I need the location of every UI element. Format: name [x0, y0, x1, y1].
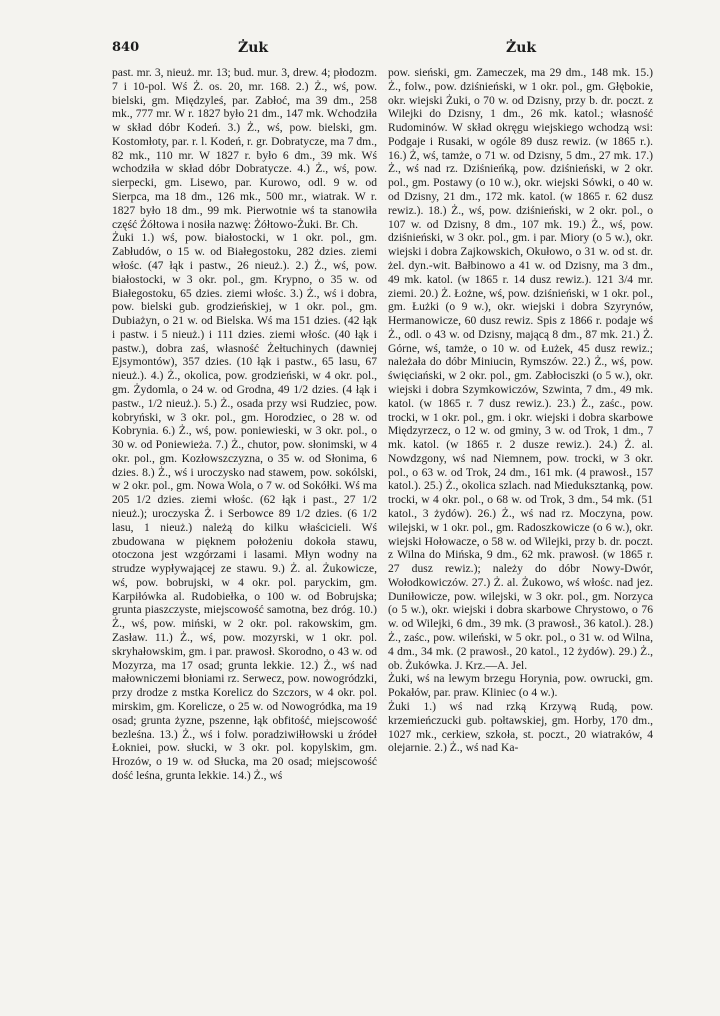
page-header	[112, 40, 667, 62]
left-column	[112, 66, 377, 783]
entry-paragraph: past. mr. 3, nieuż. mr. 13; bud. mur. 3, drew. 4; płodozm. 7 i 10-pol. Wś Ż. os. 20, mr. 168. 2.) Ż., wś, pow. bielski, gm. Międzyleś, par. Zabłoć, ma 39 dm., 258 mk., 777 mr. W r. 1827 było 21 dm., 147 mk. Wchodziła w skład dóbr Kodeń. 3.) Ż., wś, pow. bielski, gm. Kostomłoty, par. r. l. Kodeń, r. gr. Dobratycze, ma 7 dm., 82 mk., 110 mr. W 1827 r. było 6 dm., 39 mk. Wś wchodziła w skład dóbr Dobratycze. 4.) Ż., wś, pow. sierpecki, gm. Lisewo, par. Kurowo, odl. 9 w. od Sierpca, ma 18 dm., 126 mk., 500 mr., wiatrak. W r. 1827 było 18 dm., 99 mk. Pierwotnie wś ta stanowiła część Żółtowa i nosiła nazwę: Żółtowo-Żuki. Br. Ch.	[112, 66, 377, 231]
entry-paragraph: pow. sieński, gm. Zameczek, ma 29 dm., 148 mk. 15.) Ż., folw., pow. dziśnieński, w 1 okr. pol., gm. Głębokie, okr. wiejski Żuki, o 70 w. od Dzisny, przy b. dr. poczt. z Wilejki do Dzisny, 1 dm., 26 mk. katol.; własność Rudominów. W skład okręgu wiejskiego wchodzą wsi: Podgaje i Rusaki, w ogóle 89 dusz rewiz. (w 1865 r.). 16.) Ż, wś, tamże, o 71 w. od Dzisny, 5 dm., 27 mk. 17.) Ż., wś nad rz. Dziśnieńką, pow. dziśnieński, w 2 okr. pol., gm. Postawy (o 10 w.), okr. wiejski Sówki, o 40 w. od Dzisny, 21 dm., 172 mk. katol. (w 1865 r. 62 dusz rewiz.). 18.) Ż., wś, pow. dziśnieński, w 2 okr. pol., o 107 w. od Dzisny, 8 dm., 107 mk. 19.) Ż., wś, pow. dziśnieński, w 3 okr. pol., gm. i par. Miory (o 5 w.), okr. wiejski i dobra Zajkowskich, Okułowo, o 31 w. od st. dr. żel. dyn.-wit. Bałbinowo a 41 w. od Dzisny, ma 3 dm., 49 mk. katol. (w 1865 r. 14 dusz rewiz.). 121 3/4 mr. ziemi. 20.) Ż. Łożne, wś, pow. dziśnieński, w 1 okr. pol., gm. Łużki (o 9 w.), okr. wiejski i dobra Szyrynów, Hermanowicze, 60 dusz rewiz. Spis z 1866 r. podaje wś Ż., odl. o 43 w. od Dzisny, mającą 8 dm., 87 mk. 21.) Ż. Górne, wś, tamże, o 10 w. od Łużek, 45 dusz rewiz.; należała do dóbr Miniucin, Rymszów. 22.) Ż., wś, pow. święciański, w 2 okr. pol., gm. Zabłociszki (o 5 w.), okr. wiejski i dobra Szymkowiczów, Szwinta, 7 dm., 49 mk. katol. (w 1865 r. 7 dusz rewiz.). 23.) Ż., zaśc., pow. trocki, w 1 okr. pol., gm. i okr. wiejski i dobra skarbowe Międzyrzecz, o 12 w. od gminy, 3 w. od Trok, 1 dm., 7 mk. katol. (w 1865 r. 2 dusze rewiz.). 24.) Ż. al. Nowdzgony, wś nad Niemnem, pow. trocki, w 3 okr. pol., o 63 w. od Trok, 24 dm., 161 mk. (4 prawosł., 157 katol.). 25.) Ż., okolica szlach. nad Mieduksztanką, pow. trocki, w 4 okr. pol., o 68 w. od Trok, 3 dm., 54 mk. (51 katol., 3 żydów). 26.) Ż., wś nad rz. Moczyna, pow. wilejski, w 1 okr. pol., gm. Radoszkowicze (o 6 w.), okr. wiejski Hołowacze, o 58 w. od Wilejki, przy b. dr. poczt. z Wilna do Mińska, 9 dm., 62 mk. prawosł. (w 1865 r. 27 dusz rewiz.); należy do dóbr Nowy-Dwór, Wołodkowiczów. 27.) Ż. al. Żukowo, wś włośc. nad jez. Duniłowicze, pow. wilejski, w 3 okr. pol., gm. Norzyca (o 5 w.), okr. wiejski i dobra skarbowe Chrystowo, o 76 w. od Wilejki, 6 dm., 39 mk. (3 prawosł., 36 katol.). 28.) Ż., zaśc., pow. wileński, w 5 okr. pol., o 31 w. od Wilna, 4 dm., 34 mk. (2 prawosł., 20 katol., 12 żydów). 29.) Ż., ob. Żukówka. J. Krz.—A. Jel.	[388, 66, 653, 672]
entry-paragraph: Żuki 1.) wś nad rzką Krzywą Rudą, pow. krzemieńczucki gub. połtawskiej, gm. Horby, 170 dm., 1027 mk., cerkiew, szkoła, st. poczt., 20 wiatraków, 4 olejarnie. 2.) Ż., wś nad Ka-	[388, 699, 653, 755]
entry-paragraph: Żuki 1.) wś, pow. białostocki, w 1 okr. pol., gm. Zabłudów, o 15 w. od Białegostoku, 282 dzies. ziemi włośc. (47 łąk i pastw., 26 nieuż.). 2.) Ż., wś, pow. białostocki, w 3 okr. pol., gm. Krypno, o 35 w. od Białegostoku, 65 dzies. ziemi włośc. 3.) Ż., wś i dobra, pow. bielski gub. grodzieńskiej, w 1 okr. pol., gm. Dubiażyn, o 21 w. od Bielska. Wś ma 151 dzies. (42 łąk i pastw. i 5 nieuż.) i 111 dzies. ziemi włośc. (40 łąk i pastw.), dobra zaś, własność Żełtuchinych (dawniej Ejsymontów), 357 dzies. (10 łąk i pastw., 65 lasu, 67 nieuż.). 4.) Ż., okolica, pow. grodzieński, w 4 okr. pol., gm. Żydomla, o 24 w. od Grodna, 49 1/2 dzies. (4 łąk i pastw., 1/2 nieuż.). 5.) Ż., osada przy wsi Rudziec, pow. kobryński, w 3 okr. pol., gm. Horodziec, o 28 w. od Kobrynia. 6.) Ż., wś, pow. poniewieski, w 3 okr. pol., o 30 w. od Poniewieża. 7.) Ż., chutor, pow. słonimski, w 4 okr. pol., gm. Kozłowszczyzna, o 35 w. od Słonima, 6 dzies. 8.) Ż., wś i uroczysko nad stawem, pow. sokólski, w 2 okr. pol., gm. Nowa Wola, o 7 w. od Sokółki. Wś ma 205 1/2 dzies. ziemi włośc. (62 łąk i past., 27 1/2 nieuż.); uroczyska Ż. i Serbowce 89 1/2 dzies. (6 1/2 lasu, 1 nieuż.) należą do kilku właścicieli. Wś zbudowana w pięknem położeniu dokoła stawu, otoczona jest wzgórzami i lasami. Młyn wodny na strudze wypływającej ze stawu. 9.) Ż. al. Żukowicze, wś, pow. bobrujski, w 4 okr. pol. paryckim, gm. Karpiłówka al. Rudobiełka, o 100 w. od Bobrujska; grunta piaszczyste, miejscowość samotna, bez dróg. 10.) Ż., wś, pow. miński, w 2 okr. pol. rakowskim, gm. Zasław. 11.) Ż., wś, pow. mozyrski, w 1 okr. pol. skryhałowskim, gm. i par. prawosł. Skorodno, o 43 w. od Mozyrza, ma 17 osad; grunta lekkie. 12.) Ż., wś nad małowniczemi błoniami rz. Serwecz, pow. nowogródzki, przy drodze z mstka Korelicz do Szczors, w 4 okr. pol. mirskim, gm. Korelicze, o 25 w. od Nowogródka, ma 19 osad; grunta żyzne, pszenne, łąk obfitość, miejscowość bezleśna. 13.) Ż., wś i folw. poradziwiłłowski u źródeł Łokniei, pow. słucki, w 3 okr. pol. kopylskim, gm. Hrozów, o 19 w. od Słucka, ma 20 osad; miejscowość dość leśna, grunta lekkie. 14.) Ż., wś	[112, 231, 377, 782]
right-column	[388, 66, 653, 755]
entry-paragraph: Żuki, wś na lewym brzegu Horynia, pow. owrucki, gm. Pokałów, par. praw. Kliniec (o 4 w.).	[388, 672, 653, 700]
page-number: 840	[112, 40, 140, 55]
running-head-left: Żuk	[238, 40, 269, 56]
running-head-right: Żuk	[506, 40, 537, 56]
